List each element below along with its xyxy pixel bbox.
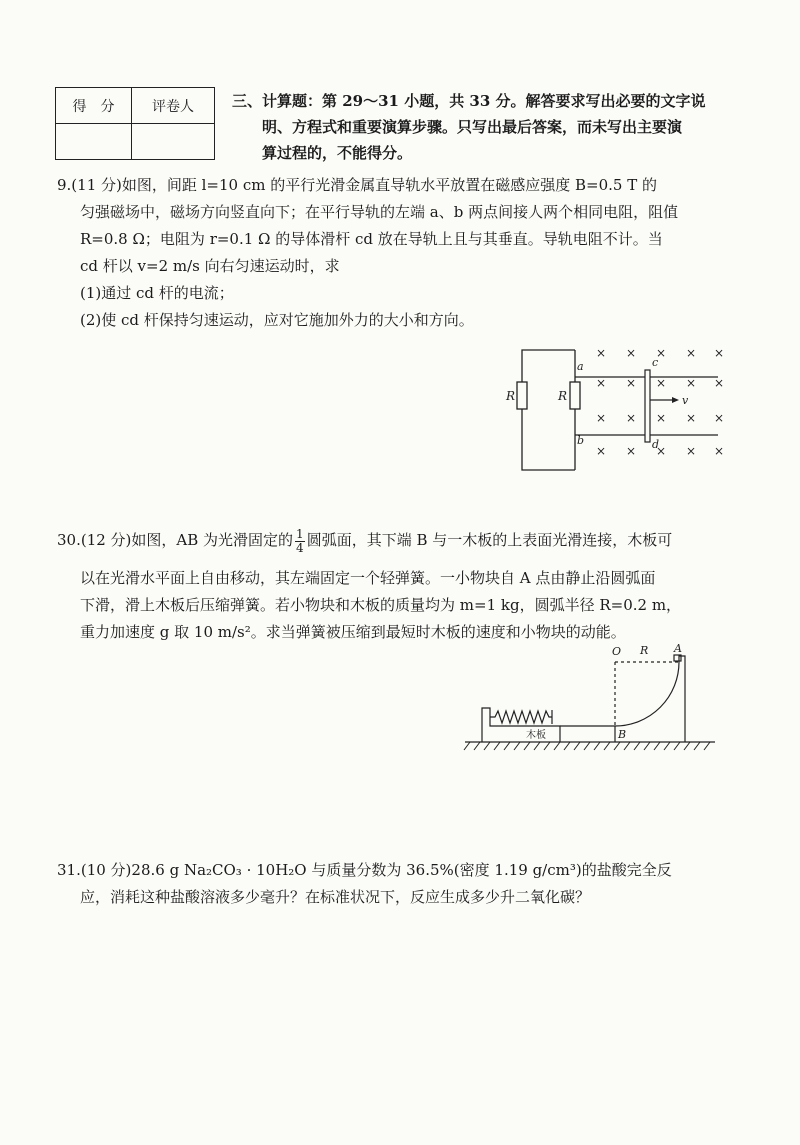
field-cross-icon: × <box>596 376 607 390</box>
q29-line-4: cd 杆以 v=2 m/s 向右匀速运动时，求 <box>80 257 340 275</box>
fraction-denominator: 4 <box>296 540 304 555</box>
field-cross-icon: × <box>626 346 637 360</box>
q29-line-2: 匀强磁场中，磁场方向竖直向下；在平行导轨的左端 a、b 两点间接人两个相同电阻，阻值 <box>80 203 679 221</box>
label-o: O <box>612 645 622 658</box>
section-line-2: 明、方程式和重要演算步骤。只写出最后答案，而未写出主要演 <box>262 118 683 136</box>
label-d: d <box>652 438 660 451</box>
q29-circuit-diagram <box>500 330 730 475</box>
q30-line-2: 以在光滑水平面上自由移动，其左端固定一个轻弹簧。一小物块自 A 点由静止沿圆弧面 <box>80 569 656 587</box>
field-cross-icon: × <box>656 444 667 458</box>
label-b: B <box>618 728 627 741</box>
score-table <box>55 87 215 160</box>
label-a: A <box>674 642 682 655</box>
q30-line-3: 下滑，滑上木板后压缩弹簧。若小物块和木板的质量均为 m=1 kg，圆弧半径 R=0.2 m， <box>80 596 682 614</box>
field-cross-icon: × <box>626 444 637 458</box>
label-r-left: R <box>506 389 516 403</box>
grader-cell[interactable] <box>132 124 215 160</box>
fraction-numerator: 1 <box>296 526 304 541</box>
field-cross-icon: × <box>714 346 725 360</box>
field-cross-icon: × <box>596 444 607 458</box>
q29-line-3: R=0.8 Ω；电阻为 r=0.1 Ω 的导体滑杆 cd 放在导轨上且与其垂直。导轨电阻不计。当 <box>80 230 663 248</box>
label-a: a <box>577 360 584 373</box>
field-cross-icon: × <box>596 346 607 360</box>
section-line-1: 三、计算题：第 29～31 小题，共 33 分。解答要求写出必要的文字说 <box>232 92 706 110</box>
field-cross-icon: × <box>686 376 697 390</box>
field-cross-icon: × <box>656 376 667 390</box>
field-cross-icon: × <box>656 411 667 425</box>
q31-line-1: 31.(10 分)28.6 g Na₂CO₃ · 10H₂O 与质量分数为 36.5%(密度 1.19 g/cm³)的盐酸完全反 <box>57 861 672 879</box>
q29-line-1: 9.(11 分)如图，间距 l=10 cm 的平行光滑金属直导轨水平放置在磁感应强度 B=0.5 T 的 <box>57 176 658 194</box>
label-b: b <box>577 434 585 447</box>
field-cross-icon: × <box>714 376 725 390</box>
field-cross-icon: × <box>686 444 697 458</box>
q30-arc-diagram <box>460 640 725 752</box>
field-cross-icon: × <box>714 444 725 458</box>
score-label: 得 分 <box>56 88 132 124</box>
field-cross-icon: × <box>686 346 697 360</box>
label-r: R <box>640 644 649 657</box>
label-r-right: R <box>558 389 568 403</box>
field-cross-icon: × <box>714 411 725 425</box>
field-cross-icon: × <box>626 376 637 390</box>
field-cross-icon: × <box>626 411 637 425</box>
q29-line-6: (2)使 cd 杆保持匀速运动，应对它施加外力的大小和方向。 <box>80 311 474 329</box>
field-cross-icon: × <box>656 346 667 360</box>
fraction-quarter <box>295 528 305 555</box>
field-cross-icon: × <box>686 411 697 425</box>
label-c: c <box>652 356 659 369</box>
q31-line-2: 应，消耗这种盐酸溶液多少毫升？在标准状况下，反应生成多少升二氧化碳？ <box>80 888 591 906</box>
q29-line-5: (1)通过 cd 杆的电流； <box>80 284 234 302</box>
grader-label: 评卷人 <box>132 88 215 124</box>
q30-line-4: 重力加速度 g 取 10 m/s²。求当弹簧被压缩到最短时木板的速度和小物块的动能。 <box>80 623 626 641</box>
score-cell[interactable] <box>56 124 132 160</box>
section-line-3: 算过程的，不能得分。 <box>262 144 413 162</box>
field-cross-icon: × <box>596 411 607 425</box>
q30-line-1-pre: 30.(12 分)如图，AB 为光滑固定的 <box>57 531 294 549</box>
label-board: 木板 <box>526 730 546 741</box>
label-v: v <box>682 394 689 407</box>
q30-line-1-post: 圆弧面，其下端 B 与一木板的上表面光滑连接，木板可 <box>306 531 673 549</box>
q30-line-1 <box>57 527 672 555</box>
